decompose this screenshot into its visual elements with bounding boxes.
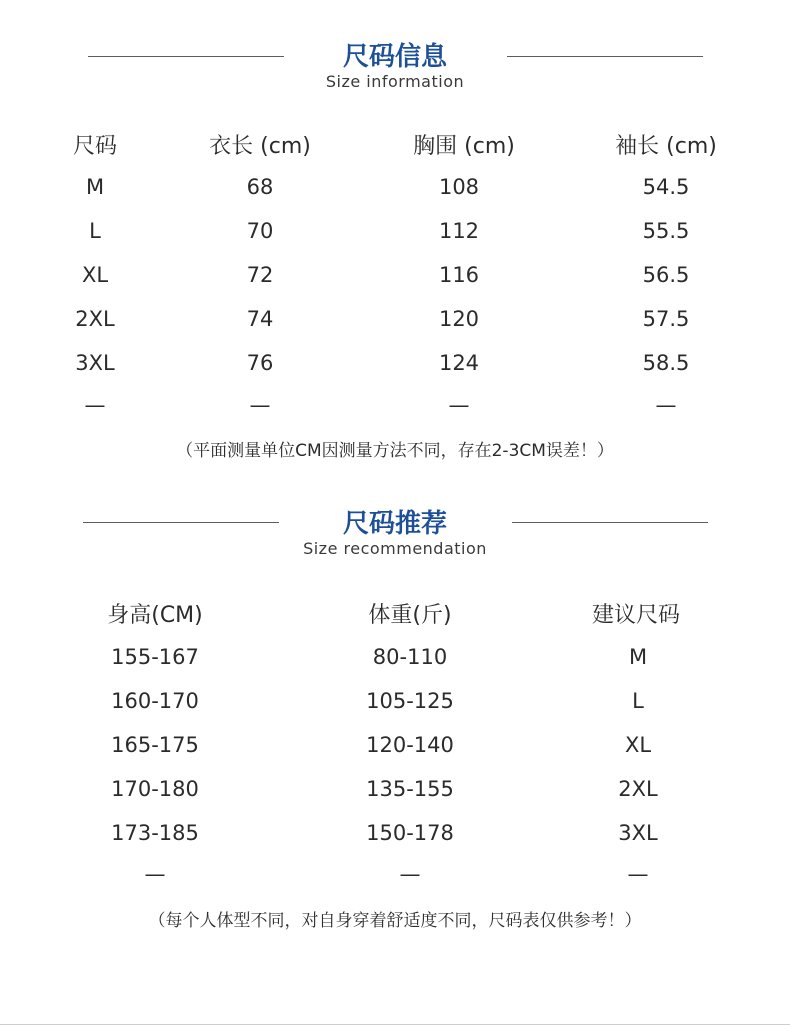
table-header: 衣长 (cm) xyxy=(209,134,311,159)
table-cell: 58.5 xyxy=(642,351,690,375)
table-header: 尺码 xyxy=(72,134,118,159)
table-cell: 120 xyxy=(438,307,480,331)
table-cell: 116 xyxy=(438,263,480,287)
table-cell: M xyxy=(628,645,648,669)
table-cell: 57.5 xyxy=(642,307,690,331)
table-cell: 55.5 xyxy=(642,219,690,243)
table-cell: 155-167 xyxy=(111,645,199,669)
table-cell: XL xyxy=(624,733,652,757)
table-cell: L xyxy=(632,689,644,713)
table-cell: 72 xyxy=(246,263,274,287)
table-cell: 165-175 xyxy=(111,733,199,757)
section-subtitle: Size recommendation xyxy=(303,539,487,558)
table-cell: XL xyxy=(81,263,109,287)
table-cell: 112 xyxy=(438,219,480,243)
table-cell: 108 xyxy=(438,175,480,199)
table-cell: 2XL xyxy=(75,307,115,331)
table-cell: M xyxy=(85,175,105,199)
table-cell: — xyxy=(448,393,470,417)
divider-right xyxy=(512,522,708,523)
table-cell: — xyxy=(144,862,166,886)
table-header: 身高(CM) xyxy=(107,603,203,628)
table-cell: 160-170 xyxy=(111,689,199,713)
section-subtitle: Size information xyxy=(325,72,465,91)
table-cell: 68 xyxy=(246,175,274,199)
table-header: 胸围 (cm) xyxy=(413,134,515,159)
table-cell: 76 xyxy=(246,351,274,375)
table-header: 袖长 (cm) xyxy=(615,134,717,159)
table-cell: 70 xyxy=(246,219,274,243)
table-cell: — xyxy=(84,393,106,417)
section-title: 尺码信息 xyxy=(342,42,447,72)
table-cell: L xyxy=(89,219,101,243)
table-cell: — xyxy=(399,862,421,886)
table-cell: 54.5 xyxy=(642,175,690,199)
table-cell: — xyxy=(249,393,271,417)
table-cell: — xyxy=(627,862,649,886)
table-cell: 56.5 xyxy=(642,263,690,287)
table-cell: — xyxy=(655,393,677,417)
table-cell: 170-180 xyxy=(111,777,199,801)
table-cell: 74 xyxy=(246,307,274,331)
table-cell: 2XL xyxy=(618,777,658,801)
table-header: 建议尺码 xyxy=(591,603,681,628)
table-cell: 124 xyxy=(438,351,480,375)
divider-left xyxy=(88,56,284,57)
table-cell: 105-125 xyxy=(366,689,454,713)
table-cell: 173-185 xyxy=(111,821,199,845)
section-title: 尺码推荐 xyxy=(342,509,447,539)
table-cell: 135-155 xyxy=(366,777,454,801)
table-cell: 120-140 xyxy=(366,733,454,757)
divider-right xyxy=(507,56,703,57)
bottom-divider xyxy=(0,1024,790,1025)
divider-left xyxy=(83,522,279,523)
measurement-note: （平面测量单位CM因测量方法不同，存在2-3CM误差！） xyxy=(176,441,614,461)
table-cell: 150-178 xyxy=(366,821,454,845)
recommendation-note: （每个人体型不同，对自身穿着舒适度不同，尺码表仅供参考！） xyxy=(148,911,642,931)
table-header: 体重(斤) xyxy=(368,603,452,628)
table-cell: 3XL xyxy=(618,821,658,845)
table-cell: 3XL xyxy=(75,351,115,375)
table-cell: 80-110 xyxy=(372,645,448,669)
